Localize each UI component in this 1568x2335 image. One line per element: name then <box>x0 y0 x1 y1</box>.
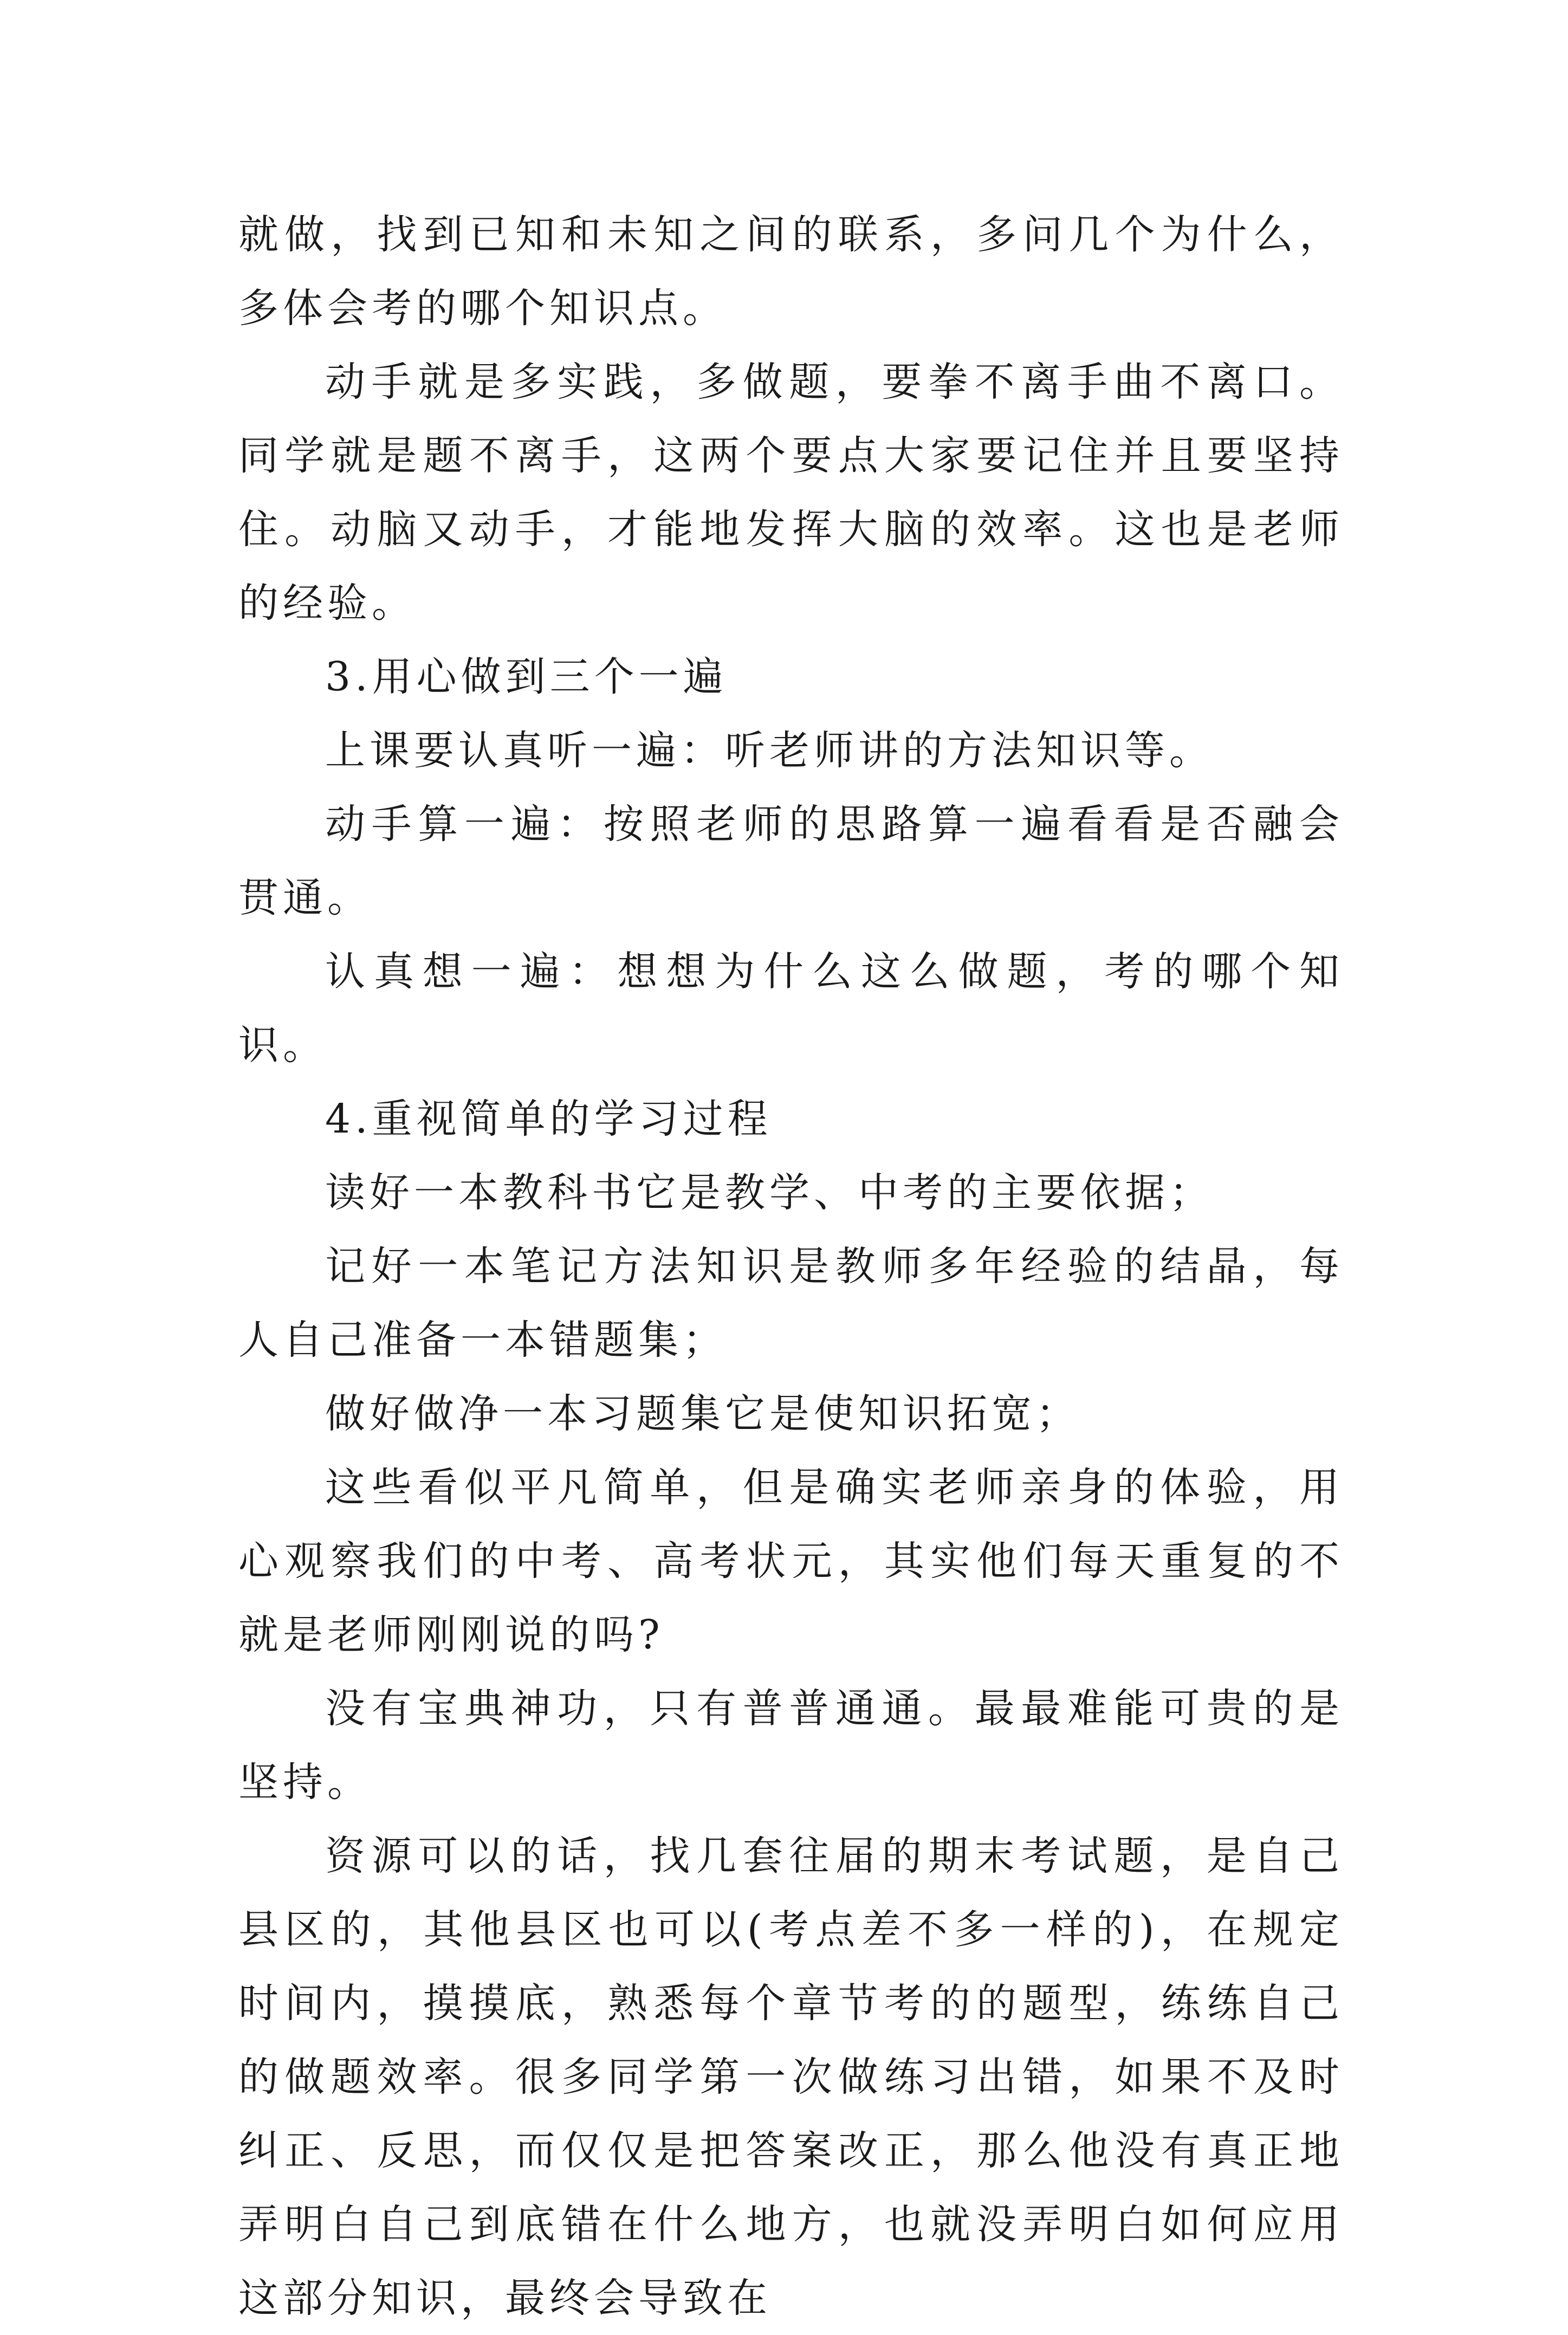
document-body <box>238 198 1344 2335</box>
section-heading-4: 4.重视简单的学习过程 <box>325 1096 772 1142</box>
paragraph-experience: 这些看似平凡简单，但是确实老师亲身的体验，用心观察我们的中考、高考状元，其实他们每天重复的不就是老师刚刚说的吗? <box>238 1464 1344 1658</box>
paragraph-calculate: 动手算一遍：按照老师的思路算一遍看看是否融会贯通。 <box>238 801 1344 921</box>
paragraph-listen: 上课要认真听一遍：听老师讲的方法知识等。 <box>325 727 1214 774</box>
paragraph-notes: 记好一本笔记方法知识是教师多年经验的结晶，每人自己准备一本错题集； <box>238 1243 1344 1363</box>
paragraph-exercises: 做好做净一本习题集它是使知识拓宽； <box>325 1390 1080 1437</box>
paragraph-persistence: 没有宝典神功，只有普普通通。最最难能可贵的是坚持。 <box>238 1685 1344 1806</box>
paragraph-textbook: 读好一本教科书它是教学、中考的主要依据； <box>325 1169 1214 1216</box>
section-heading-3: 3.用心做到三个一遍 <box>325 654 728 700</box>
paragraph-1: 就做，找到已知和未知之间的联系，多问几个为什么，多体会考的哪个知识点。 <box>238 211 1344 332</box>
paragraph-2: 动手就是多实践，多做题，要拳不离手曲不离口。同学就是题不离手，这两个要点大家要记住并且要坚持住。动脑又动手，才能地发挥大脑的效率。这也是老师的经验。 <box>238 359 1344 626</box>
paragraph-think: 认真想一遍：想想为什么这么做题，考的哪个知识。 <box>238 948 1344 1069</box>
paragraph-resources: 资源可以的话，找几套往届的期末考试题，是自己县区的，其他县区也可以(考点差不多一样的)，在规定时间内，摸摸底，熟悉每个章节考的的题型，练练自己的做题效率。很多同学第一次做练习出错，如果不及时纠正、反思，而仅仅是把答案改正，那么他没有真正地弄明白自己到底错在什么地方，也就没弄明白如何应用这部分知识，最终会导致在 <box>238 1833 1344 2321</box>
